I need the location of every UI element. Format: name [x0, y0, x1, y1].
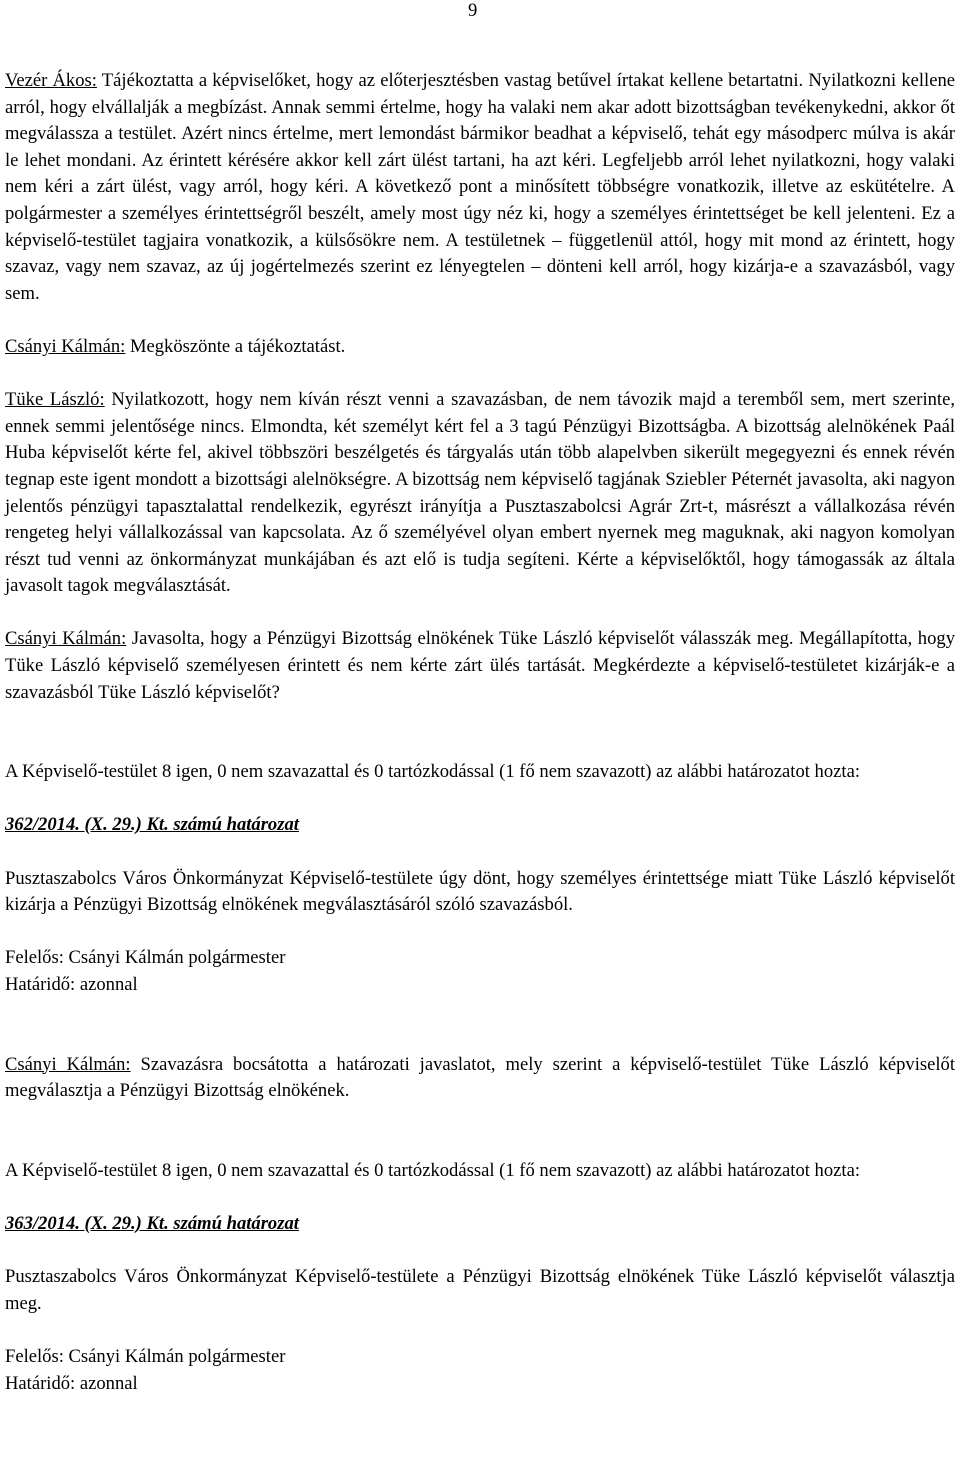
paragraph-vezer-akos	[5, 68, 955, 307]
document-body	[5, 68, 955, 1397]
paragraph-csanyi-1	[5, 334, 955, 361]
vote-result-1: A Képviselő-testület 8 igen, 0 nem szavazattal és 0 tartózkodással (1 fő nem szavazott) az alábbi határozatot hozta:	[5, 761, 860, 783]
paragraph-text: Nyilatkozott, hogy nem kíván részt venni a szavazásban, de nem távozik majd a teremből sem, mert szerinte, ennek semmi jelentősége nincs. Elmondta, két személyt kért fel a 3 tagú Pénzügyi Bizottságba. A bizottság alelnökének Paál Huba képviselőt kérte fel, akivel többszöri beszélgetés és tárgyalás után több alapelvben sikerült megegyezni és ennek révén tegnap este igent mondott a bizottsági alelnökségre. A bizottság nem képviselő tagjának Sziebler Péternét javasolta, aki nagyon jelentős pénzügyi tapasztalattal rendelkezik, egyrészt irányítja a Pusztaszabolcsi Agrár Zrt-t, másrészt a vállalkozása révén rengeteg helyi vállalkozással van kapcsolata. Az ő személyével olyan embert nyernek meg maguknak, aki nagyon komolyan részt tud venni az önkormányzat munkájában és azt elő is tudja segíteni. Kérte a képviselőktől, hogy támogassák az általa javasolt tagok megválasztását.	[5, 389, 955, 597]
vote-result-2: A Képviselő-testület 8 igen, 0 nem szavazattal és 0 tartózkodással (1 fő nem szavazott) az alábbi határozatot hozta:	[5, 1159, 860, 1181]
resolution-title-363: 363/2014. (X. 29.) Kt. számú határozat	[5, 1212, 299, 1234]
resolution-responsible-362: Felelős: Csányi Kálmán polgármester	[5, 947, 286, 969]
resolution-text-363: Pusztaszabolcs Város Önkormányzat Képviselő-testülete a Pénzügyi Bizottság elnökének Tüke László képviselőt választja meg.	[5, 1266, 955, 1314]
speaker-name: Csányi Kálmán:	[5, 628, 127, 650]
speaker-name: Csányi Kálmán:	[5, 1053, 131, 1075]
paragraph-text: Szavazásra bocsátotta a határozati javaslatot, mely szerint a képviselő-testület Tüke László képviselőt megválasztja a Pénzügyi Bizottság elnökének.	[5, 1053, 955, 1102]
resolution-title-362: 362/2014. (X. 29.) Kt. számú határozat	[5, 814, 299, 836]
paragraph-text: Megköszönte a tájékoztatást.	[125, 335, 346, 357]
resolution-deadline-363: Határidő: azonnal	[5, 1372, 138, 1394]
paragraph-text: Javasolta, hogy a Pénzügyi Bizottság elnökének Tüke László képviselőt válasszák meg. Megállapította, hogy Tüke László képviselő személyesen érintett és nem kérte zárt ülés tartását. Megkérdezte a képviselő-testületet kizárják-e a szavazásból Tüke László képviselőt?	[5, 628, 955, 703]
speaker-name: Csányi Kálmán:	[5, 335, 126, 357]
speaker-name: Vezér Ákos:	[5, 70, 97, 91]
resolution-deadline-362: Határidő: azonnal	[5, 974, 138, 995]
paragraph-tuke-laszlo	[5, 387, 955, 600]
page-number: 9	[468, 0, 478, 21]
resolution-responsible-363: Felelős: Csányi Kálmán polgármester	[5, 1345, 286, 1367]
paragraph-csanyi-2	[5, 626, 955, 706]
paragraph-csanyi-3	[5, 1052, 955, 1105]
paragraph-text: Tájékoztatta a képviselőket, hogy az előterjesztésben vastag betűvel írtakat kellene betartatni. Nyilatkozni kellene arról, hogy elvállalják a megbízást. Annak semmi értelme, hogy ha valaki nem akar adott bizottságban tevékenykedni, akkor őt megválassza a testület. Azért nincs értelme, mert lemondást bármikor beadhat a képviselő, tehát egy másodperc múlva is akár le lehet mondani. Az érintett kérésére akkor kell zárt ülést tartani, ha azt kéri. Legfeljebb arról lehet nyilatkozni, hogy valaki nem kéri a zárt ülést, vagy arról, hogy kéri. A következő pont a minősített többségre vonatkozik, illetve az eskütételre. A polgármester a személyes érintettségről beszélt, amely most úgy néz ki, hogy a személyes érintettséget be kell jelenteni. Ez a képviselő-testület tagjaira vonatkozik, a külsősökre nem. A testületnek – függetlenül attól, hogy mit mond az érintett, hogy szavaz, vagy nem szavaz, az új jogértelmezés szerint ez lényegtelen – dönteni kell arról, hogy kizárja-e a szavazásból, vagy sem.	[5, 70, 955, 304]
speaker-name: Tüke László:	[5, 389, 105, 411]
resolution-text-362: Pusztaszabolcs Város Önkormányzat Képviselő-testülete úgy dönt, hogy személyes érintettsége miatt Tüke László képviselőt kizárja a Pénzügyi Bizottság elnökének megválasztásáról szóló szavazásból.	[5, 867, 955, 916]
